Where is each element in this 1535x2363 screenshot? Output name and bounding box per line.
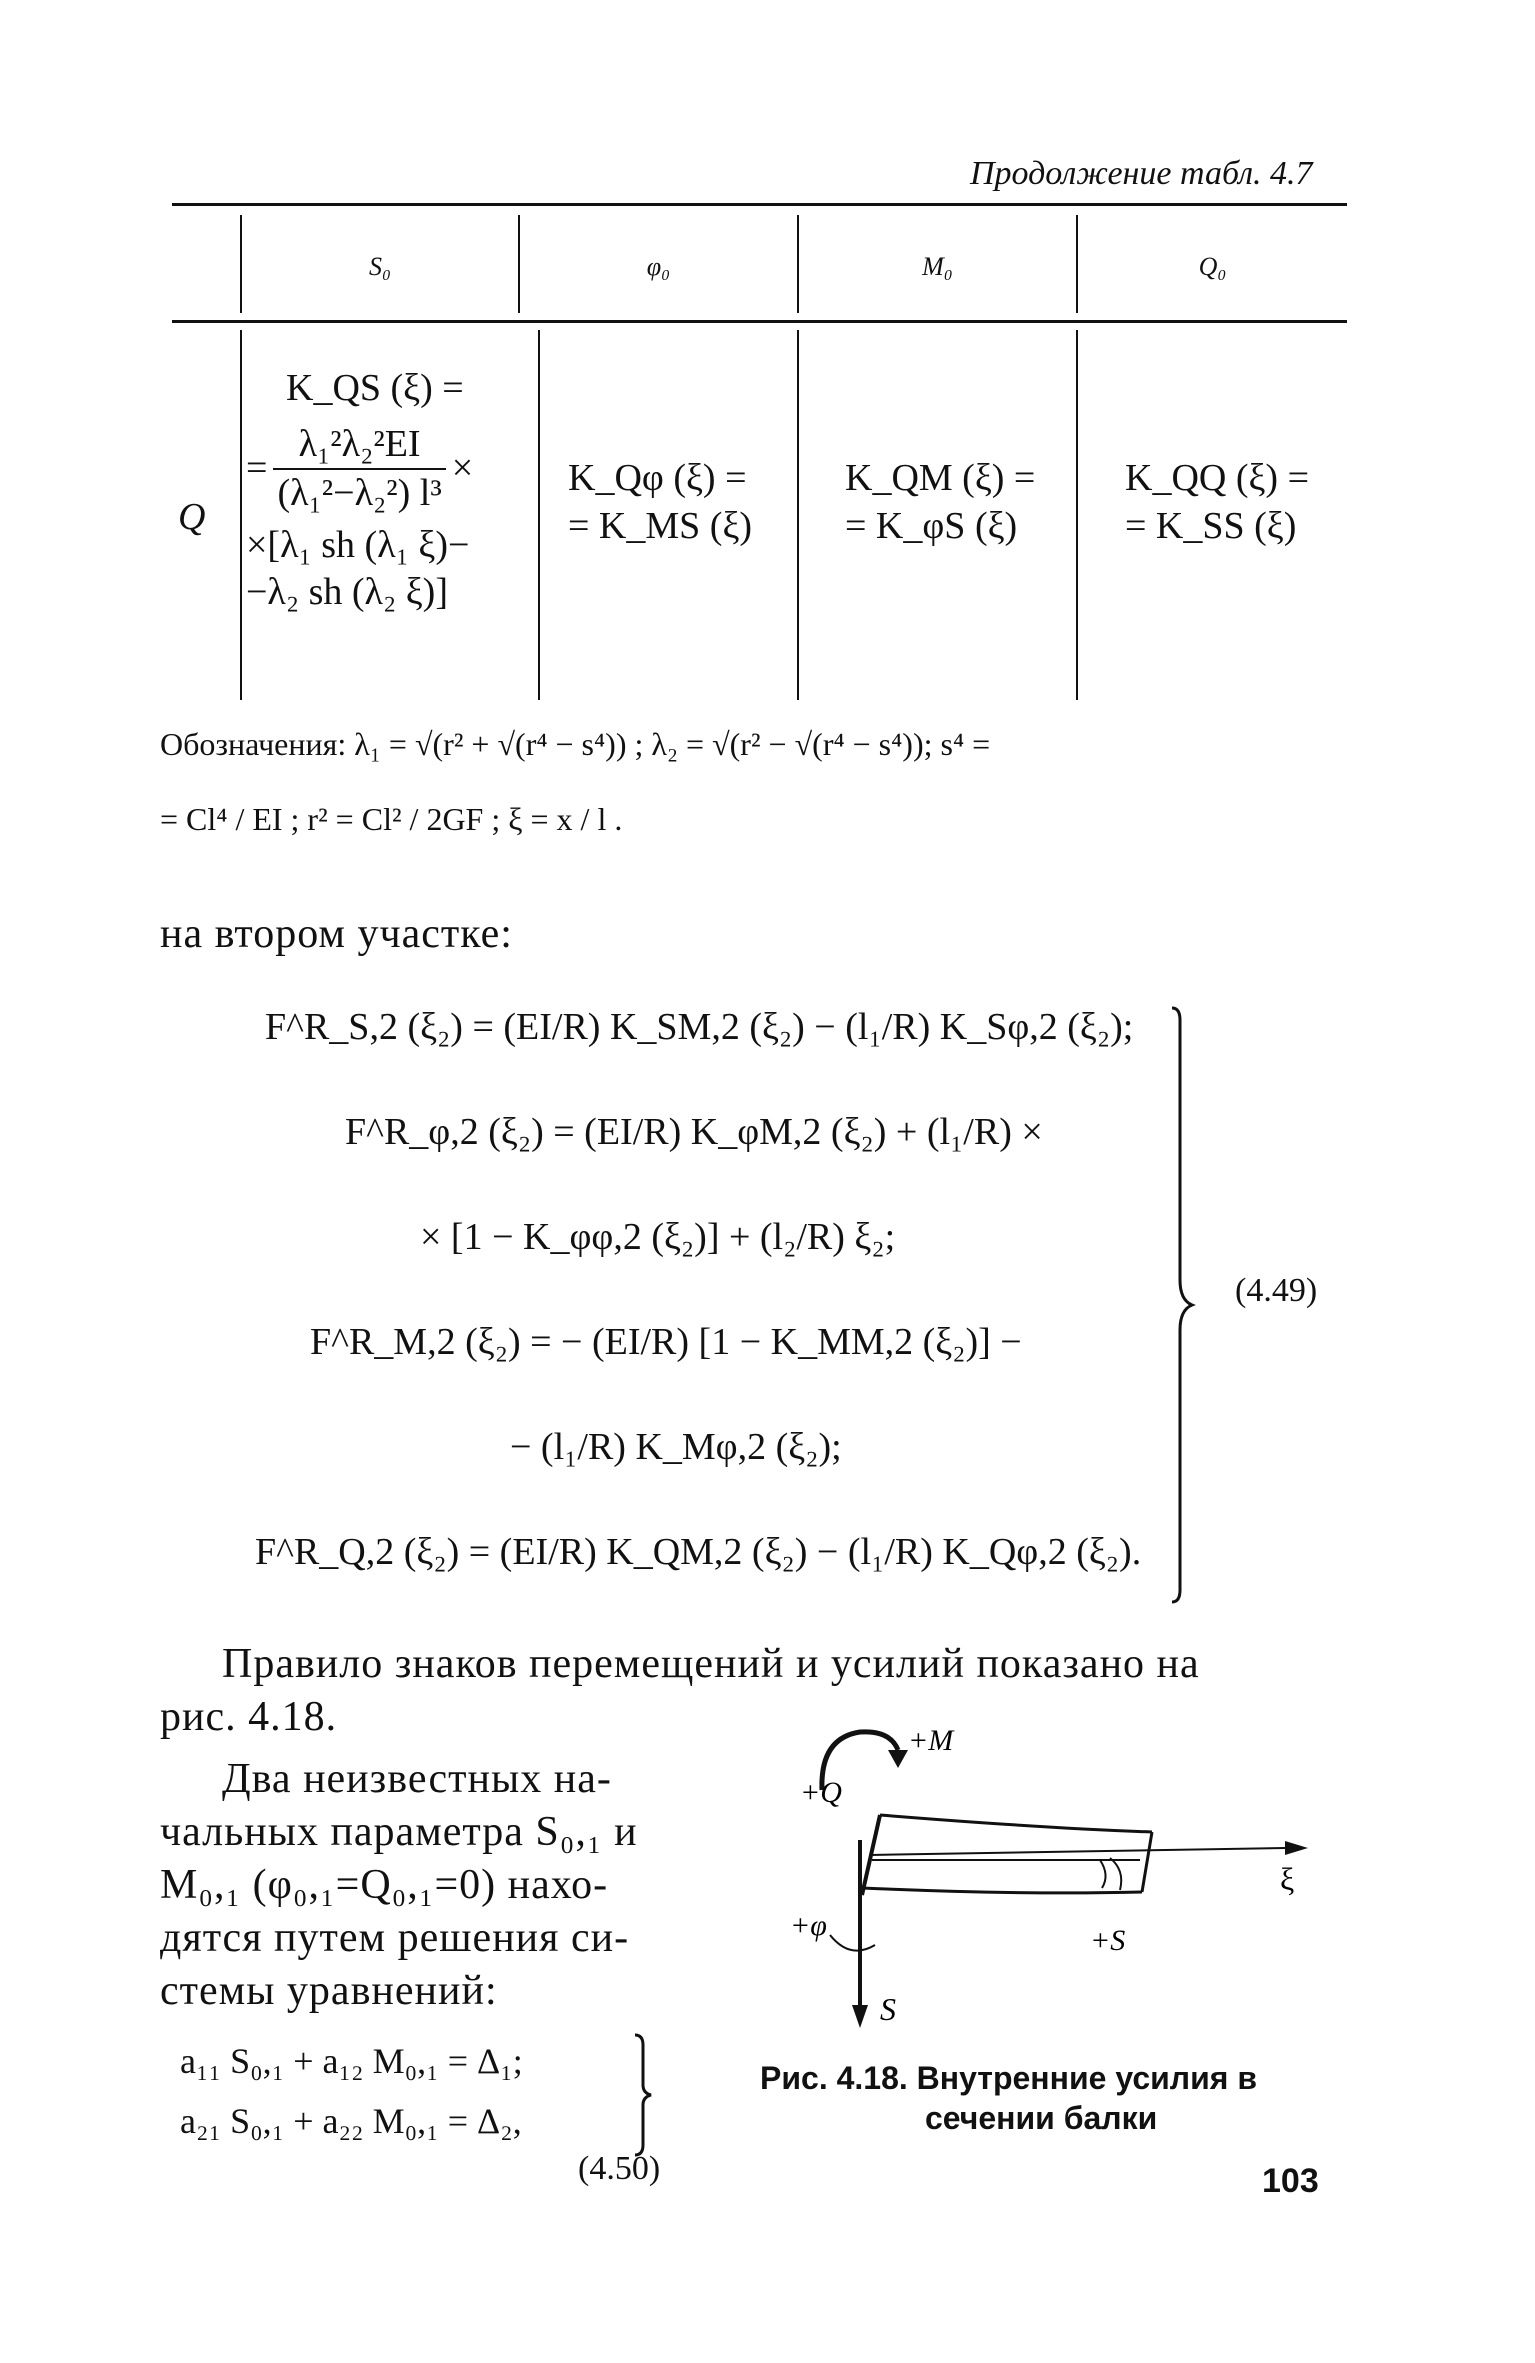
equation-number-449: (4.49) (1235, 1272, 1318, 1309)
paragraph2-line1: Два неизвестных на- (222, 1756, 612, 1802)
equation-line: F^R_φ,2 (ξ₂) = (EI/R) K_φM,2 (ξ₂) + (l₁/R) × (345, 1111, 1043, 1153)
plus-phi-label: +φ (790, 1909, 827, 1942)
cell-s0 (246, 365, 536, 617)
table-col-divider (240, 330, 242, 700)
fraction-numerator: λ₁²λ₂²EI (298, 422, 421, 465)
paragraph1-line2: рис. 4.18. (160, 1694, 338, 1740)
xi-label: ξ (1280, 1861, 1295, 1897)
beam-section-figure (780, 1720, 1320, 2050)
times-sign: × (451, 447, 474, 490)
header-phi0: φ₀ (646, 252, 671, 281)
paragraph2-line4: дятся путем решения си- (160, 1915, 630, 1961)
figure-caption (760, 2058, 1350, 2138)
section-label: на втором участке: (160, 911, 513, 957)
xi-axis (870, 1848, 1285, 1855)
notation-line2: = Cl⁴ / EI ; r² = Cl² / 2GF ; ξ = x / l . (160, 801, 623, 837)
equation-450-line2: a₂₁ S₀,₁ + a₂₂ M₀,₁ = Δ₂, (180, 2101, 522, 2141)
cell-q0 (1125, 455, 1345, 550)
plus-m-label: +M (908, 1724, 954, 1757)
table-top-rule (172, 203, 1347, 206)
equation-line: F^R_S,2 (ξ₂) = (EI/R) K_SM,2 (ξ₂) − (l₁/R) K_Sφ,2 (ξ₂); (265, 1006, 1134, 1048)
continuation-label: Продолжение табл. 4.7 (970, 155, 1313, 192)
table-col-divider (1076, 330, 1078, 700)
cell-s0-line4: −λ₂ sh (λ₂ ξ)] (246, 571, 448, 613)
table-col-divider (538, 330, 540, 700)
paragraph2-line3: M₀,₁ (φ₀,₁=Q₀,₁=0) нахо- (160, 1862, 609, 1908)
header-q0: Q₀ (1198, 252, 1227, 281)
cell-s0-line3: ×[λ₁ sh (λ₁ ξ)− (246, 523, 470, 566)
s-label: S (880, 1991, 896, 2027)
equation-brace (1150, 1000, 1210, 1610)
small-arc-2 (1110, 1858, 1121, 1890)
cell-s0-fraction (246, 421, 536, 518)
cell-phi0-line2: = K_MS (ξ) (568, 504, 753, 547)
equation-number-450: (4.50) (578, 2150, 661, 2187)
row-label-q: Q (178, 496, 206, 538)
beam-bottom-edge (862, 1888, 1142, 1893)
cell-s0-line1: K_QS (ξ) = (286, 367, 464, 409)
header-m0: M₀ (922, 252, 953, 281)
s-axis-arrowhead (852, 2005, 868, 2028)
page-number: 103 (1262, 2162, 1319, 2200)
equation-450-brace (625, 2030, 665, 2160)
plus-s-label: +S (1090, 1924, 1126, 1957)
small-arc-1 (1100, 1860, 1106, 1888)
paragraph1-line1: Правило знаков перемещений и усилий показано на (222, 1641, 1200, 1687)
cell-q0-line2: = K_SS (ξ) (1125, 504, 1297, 547)
cell-phi0-line1: K_Qφ (ξ) = (568, 457, 747, 499)
cell-m0-line2: = K_φS (ξ) (845, 504, 1018, 547)
notation-line1: Обозначения: λ₁ = √(r² + √(r⁴ − s⁴)) ; λ₂ = √(r² − √(r⁴ − s⁴)); s⁴ = (160, 726, 991, 762)
cell-m0 (845, 455, 1075, 550)
cell-m0-line1: K_QM (ξ) = (845, 457, 1036, 499)
equation-line: − (l₁/R) K_Mφ,2 (ξ₂); (510, 1426, 842, 1468)
cell-q0-line1: K_QQ (ξ) = (1125, 457, 1310, 499)
caption-line2: сечении балки (925, 2100, 1158, 2136)
cell-phi0 (568, 455, 798, 550)
equation-line: × [1 − K_φφ,2 (ξ₂)] + (l₂/R) ξ₂; (420, 1216, 896, 1258)
equals-sign: = (246, 447, 268, 490)
caption-line1: Рис. 4.18. Внутренние усилия в (760, 2060, 1258, 2096)
paragraph2-line5: стемы уравнений: (160, 1968, 498, 2014)
table-header-rule (172, 320, 1347, 323)
fraction-denominator: (λ₁²−λ₂²) l³ (273, 468, 445, 518)
beam-top-edge (880, 1815, 1152, 1832)
beam-end-edge (1142, 1832, 1152, 1892)
paragraph2-line2: чальных параметра S₀,₁ и (160, 1809, 638, 1855)
plus-q-label: +Q (800, 1776, 842, 1809)
moment-arrowhead (888, 1750, 908, 1768)
equation-line: F^R_M,2 (ξ₂) = − (EI/R) [1 − K_MM,2 (ξ₂)] − (310, 1321, 1022, 1363)
xi-axis-arrowhead (1285, 1841, 1308, 1855)
equation-line: F^R_Q,2 (ξ₂) = (EI/R) K_QM,2 (ξ₂) − (l₁/R) K_Qφ,2 (ξ₂). (255, 1531, 1142, 1573)
header-s0: S₀ (368, 252, 392, 281)
phi-arc (830, 1935, 875, 1951)
equation-450-line1: a₁₁ S₀,₁ + a₁₂ M₀,₁ = Δ₁; (180, 2041, 523, 2081)
